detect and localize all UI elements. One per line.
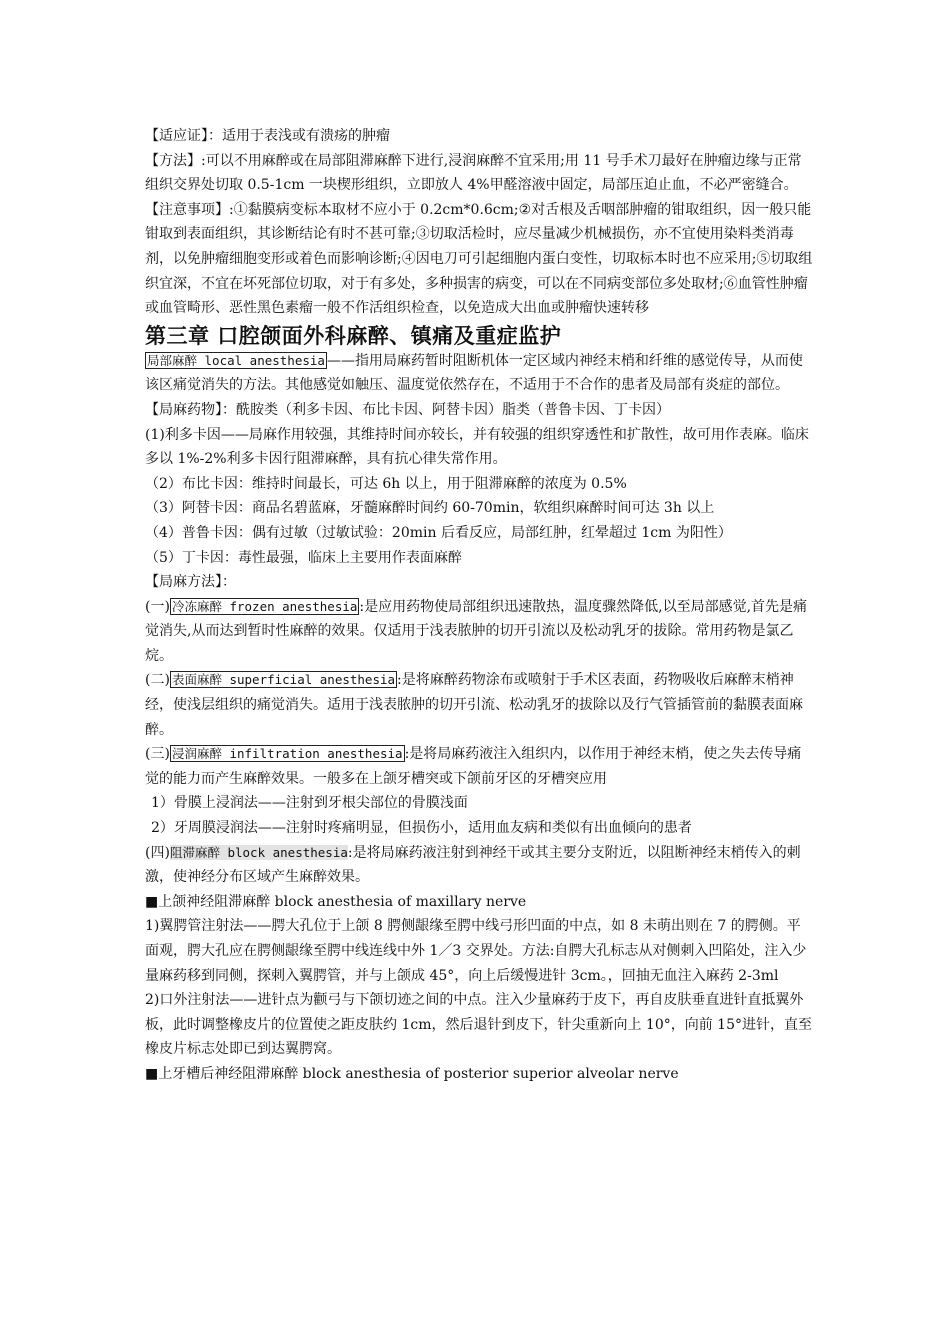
method-prefix: (三) bbox=[145, 746, 170, 763]
drug-item: （3）阿替卡因：商品名碧蓝麻，牙髓麻醉时间约 60-70min，软组织麻醉时间可达 3h 以上 bbox=[145, 500, 715, 517]
method-frozen bbox=[145, 595, 813, 669]
precautions-paragraph: 【注意事项】:①黏膜病变标本取材不应小于 0.2cm*0.6cm;②对舌根及舌咽部肿瘤的钳取组织，因一般只能钳取到表面组织，其诊断结论有时不甚可靠;③切取活检时，应尽量减少机械损伤，亦不宜使用染料类消毒剂，以免肿瘤细胞变形或着色而影响诊断;④因电刀可引起细胞内蛋白变性，切取标本时也不应采用;⑤切取组织宜深，不宜在坏死部位切取，对于有多处，多种损害的病变，可以在不同病变部位多处取材;⑥血管性肿瘤或血管畸形、恶性黑色素瘤一般不作活组织检查，以免造成大出血或肿瘤快速转移 bbox=[145, 201, 813, 317]
method-text: :是将麻醉药物涂布或喷射于手术区表面，药物吸收后麻醉末梢神经，使浅层组织的痛觉消失。适用于浅表脓肿的切开引流、松动乳牙的拔除以及行气管插管前的黏膜表面麻醉。 bbox=[145, 672, 803, 738]
method-text: :是将局麻药液注射到神经干或其主要分支附近，以阻断神经末梢传入的刺激，使神经分布区域产生麻醉效果。 bbox=[145, 844, 801, 886]
maxillary-nerve-heading: ■上颌神经阻滞麻醉 block anesthesia of maxillary nerve bbox=[145, 893, 527, 910]
method-block bbox=[145, 841, 813, 890]
block-anesthesia-term: 阻滞麻醉 block anesthesia bbox=[169, 844, 348, 860]
drug-item: （2）布比卡因：维持时间最长，可达 6h 以上，用于阻滞麻醉的浓度为 0.5% bbox=[145, 475, 627, 492]
drug-item: （4）普鲁卡因：偶有过敏（过敏试验：20min 后看反应，局部红肿，红晕超过 1cm 为阳性） bbox=[145, 524, 732, 541]
methods-heading: 【局麻方法】： bbox=[145, 574, 236, 591]
infiltration-subitem: 2）牙周膜浸润法——注射时疼痛明显，但损伤小，适用血友病和类似有出血倾向的患者 bbox=[151, 820, 692, 837]
indication-paragraph: 【适应证】：适用于表浅或有溃疡的肿瘤 bbox=[145, 128, 390, 144]
method-infiltration bbox=[145, 742, 813, 791]
infiltration-subitem: 1）骨膜上浸润法——注射到牙根尖部位的骨膜浅面 bbox=[151, 795, 468, 812]
frozen-anesthesia-term: 冷冻麻醉 frozen anesthesia bbox=[171, 598, 358, 614]
superficial-anesthesia-term: 表面麻醉 superficial anesthesia bbox=[171, 672, 396, 688]
drugs-heading: 【局麻药物】：酰胺类（利多卡因、布比卡因、阿替卡因）脂类（普鲁卡因、丁卡因） bbox=[145, 401, 670, 418]
posterior-alveolar-heading: ■上牙槽后神经阻滞麻醉 block anesthesia of posterior superior alveolar nerve bbox=[145, 1065, 679, 1082]
drug-item: （5）丁卡因：毒性最强，临床上主要用作表面麻醉 bbox=[145, 549, 462, 566]
maxillary-method: 1)翼腭管注射法——腭大孔位于上颌 8 腭侧龈缘至腭中线弓形凹面的中点，如 8 未萌出则在 7 的腭侧。平面观，腭大孔应在腭侧龈缘至腭中线连线中外 1／3 交界处。方法:自腭大孔标志从对侧刺入凹陷处，注入少量麻药移到同侧，探刺入翼腭管，并与上颌成 45°，向上后缓慢进针 3cm。，回抽无血注入麻药 2-3ml bbox=[145, 918, 807, 984]
method-text: :是应用药物使局部组织迅速散热，温度骤然降低,以至局部感觉,首先是痛觉消失,从而达到暂时性麻醉的效果。仅适用于浅表脓肿的切开引流以及松动乳牙的拔除。常用药物是氯乙烷。 bbox=[145, 598, 808, 664]
chapter-title: 第三章 口腔颌面外科麻醉、镇痛及重症监护 bbox=[145, 323, 562, 348]
method-prefix: (一) bbox=[145, 598, 170, 615]
method-prefix: (二) bbox=[145, 672, 170, 689]
infiltration-anesthesia-term: 浸润麻醉 infiltration anesthesia bbox=[171, 746, 403, 762]
local-anesthesia-text: ——指用局麻药暂时阻断机体一定区域内神经末梢和纤维的感觉传导，从而使该区痛觉消失的方法。其他感觉如触压、温度觉依然存在，不适用于不合作的患者及局部有炎症的部位。 bbox=[145, 352, 803, 394]
method-text: :是将局麻药液注入组织内，以作用于神经末梢，使之失去传导痛觉的能力而产生麻醉效果。一般多在上颌牙槽突或下颌前牙区的牙槽突应用 bbox=[145, 746, 802, 787]
method-paragraph: 【方法】:可以不用麻醉或在局部阻滞麻醉下进行,浸润麻醉不宜采用;用 11 号手术刀最好在肿瘤边缘与正常组织交界处切取 0.5-1cm 一块楔形组织，立即放人 4%甲醛溶液中固定，局部压迫止血，不必严密缝合。 bbox=[145, 152, 802, 194]
local-anesthesia-term: 局部麻醉 local anesthesia bbox=[147, 352, 325, 368]
document-body bbox=[145, 124, 813, 1087]
local-anesthesia-definition bbox=[145, 349, 813, 398]
method-prefix: (四) bbox=[145, 844, 170, 861]
maxillary-method: 2)口外注射法——进针点为颧弓与下颌切迹之间的中点。注入少量麻药于皮下，再自皮肤垂直进针直抵翼外板，此时调整橡皮片的位置使之距皮肤约 1cm，然后退针到皮下，针尖重新向上 10°，向前 15°进针，直至橡皮片标志处即已到达翼腭窝。 bbox=[145, 992, 813, 1058]
method-surface bbox=[145, 668, 813, 742]
drug-item: (1)利多卡因——局麻作用较强，其维持时间亦较长，并有较强的组织穿透性和扩散性，故可用作表麻。临床多以 1%-2%利多卡因行阻滞麻醉，具有抗心律失常作用。 bbox=[145, 426, 809, 468]
